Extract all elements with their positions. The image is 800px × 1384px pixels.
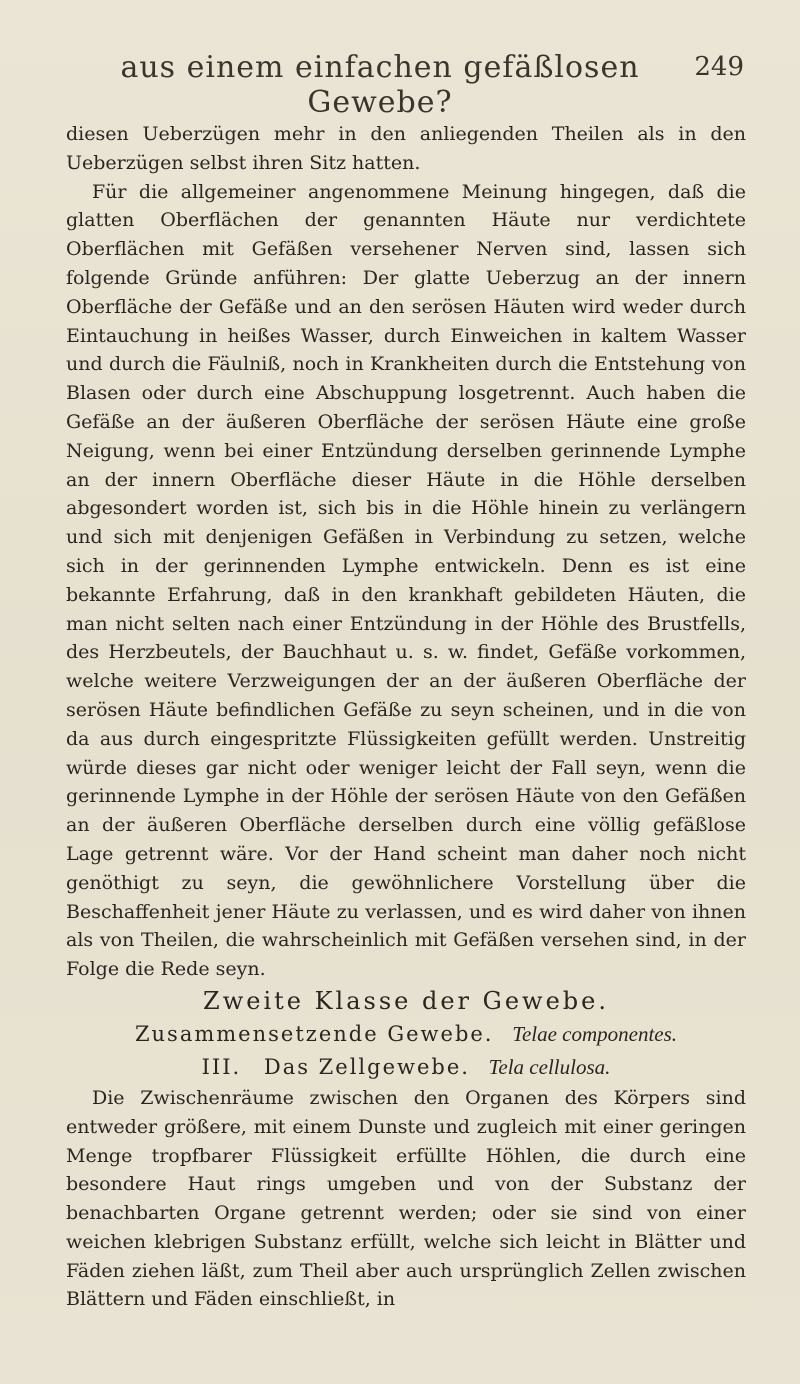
section-numeral: III. — [201, 1054, 242, 1079]
class-heading: Zweite Klasse der Gewebe. — [203, 986, 609, 1015]
sub-heading-german: Zusammensetzende Gewebe. — [134, 1021, 494, 1046]
paragraph-continuation: diesen Ueberzügen mehr in den anliegenden Theilen als in den Ueberzügen selbst ihren Sitz hatten. — [66, 123, 746, 174]
sub-heading-latin: Telae componentes. — [512, 1021, 678, 1046]
section-heading — [66, 1050, 746, 1084]
body-text — [66, 120, 746, 1314]
paragraph-cellular-tissue: Die Zwischenräume zwischen den Organen des Körpers sind entweder größere, mit einem Dunste und zugleich mit einer geringen Menge tropfbarer Flüssigkeit erfüllte Höhlen, die durch eine besondere Haut rings umgeben und von der Substanz der benachbarten Organe getrennt werden; oder sie sind von einer weichen klebrigen Substanz erfüllt, welche sich leicht in Blätter und Fäden ziehen läßt, zum Theil aber auch ursprünglich Zellen zwischen Blättern und Fäden einschließt, in — [66, 1086, 746, 1311]
page-number: 249 — [694, 52, 744, 82]
running-head — [0, 42, 800, 120]
section-title-latin: Tela cellulosa. — [488, 1054, 611, 1079]
running-title: aus einem einfachen gefäßlosen Gewebe? — [120, 50, 640, 120]
sub-heading — [66, 1018, 746, 1050]
paragraph-argument: Für die allgemeiner angenommene Meinung hingegen, daß die glatten Oberflächen der genannten Häute nur verdichtete Oberflächen mit Gefäßen versehener Nerven sind, lassen sich folgende Gründe anführen: Der glatte Ueberzug an der innern Oberfläche der Gefäße und an den serösen Häuten wird weder durch Eintauchung in heißes Wasser, durch Einweichen in kaltem Wasser und durch die Fäulniß, noch in Krankheiten durch die Entstehung von Blasen oder durch eine Abschuppung losgetrennt. Auch haben die Gefäße an der äußeren Oberfläche der serösen Häute eine große Neigung, wenn bei einer Entzündung derselben gerinnende Lymphe an der innern Oberfläche dieser Häute in die Höhle derselben abgesondert worden ist, sich bis in die Höhle hinein zu verlängern und sich mit denjenigen Gefäßen in Verbindung zu setzen, welche sich in der gerinnenden Lymphe entwickeln. Denn es ist eine bekannte Erfahrung, daß in den krankhaft gebildeten Häuten, die man nicht selten nach einer Entzündung in der Höhle des Brustfells, des Herzbeutels, der Bauchhaut u. s. w. findet, Gefäße vorkommen, welche weitere Verzweigungen der an der äußeren Oberfläche der serösen Häute befindlichen Gefäße zu seyn scheinen, und in die von da aus durch eingespritzte Flüssigkeiten gefüllt werden. Unstreitig würde dieses gar nicht oder weniger leicht der Fall seyn, wenn die gerinnende Lymphe in der Höhle der serösen Häute von den Gefäßen an der äußeren Oberfläche derselben durch eine völlig gefäßlose Lage getrennt wäre. Vor der Hand scheint man daher noch nicht genöthigt zu seyn, die gewöhnlichere Vorstellung über die Beschaffenheit jener Häute zu verlassen, und es wird daher von ihnen als von Theilen, die wahrscheinlich mit Gefäßen versehen sind, in der Folge die Rede seyn. — [66, 180, 746, 981]
section-title: Das Zellgewebe. — [263, 1054, 470, 1079]
